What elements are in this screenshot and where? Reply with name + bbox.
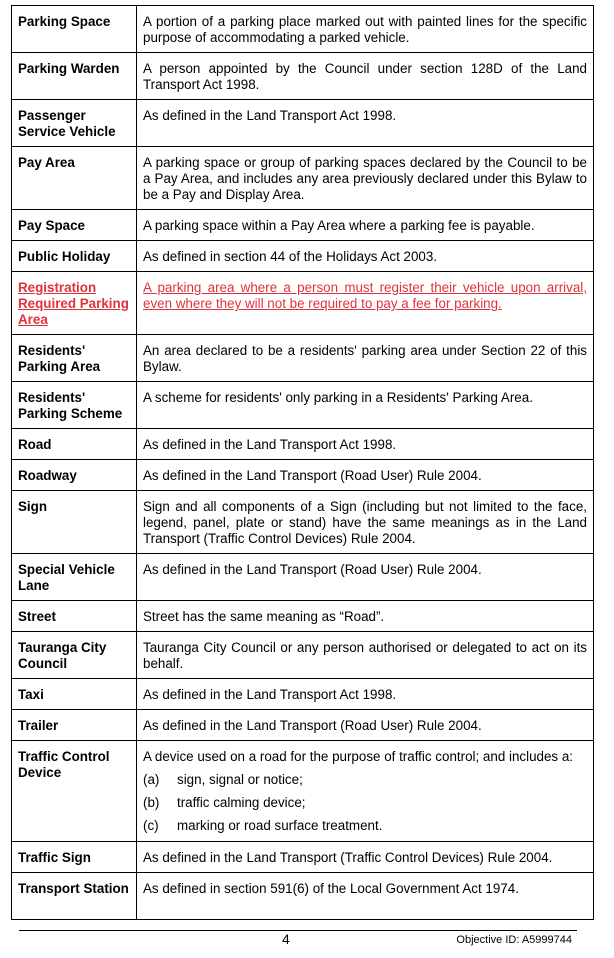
list-marker: (b) — [143, 795, 160, 810]
table-row — [12, 382, 594, 429]
term-cell: Parking Warden — [12, 53, 137, 100]
definition-cell: As defined in the Land Transport (Road User) Rule 2004. — [137, 460, 594, 491]
definitions-table — [11, 5, 594, 920]
table-row — [12, 632, 594, 679]
definition-cell: As defined in the Land Transport Act 1998. — [137, 100, 594, 147]
term-cell: Special Vehicle Lane — [12, 554, 137, 601]
term-cell: Pay Space — [12, 210, 137, 241]
term-cell — [12, 272, 137, 335]
definition-cell — [137, 741, 594, 842]
term-cell: Trailer — [12, 710, 137, 741]
term-cell: Taxi — [12, 679, 137, 710]
list-item — [143, 795, 587, 811]
table-row — [12, 601, 594, 632]
definition-cell: Tauranga City Council or any person authorised or delegated to act on its behalf. — [137, 632, 594, 679]
table-row — [12, 741, 594, 842]
table-row — [12, 147, 594, 210]
term-cell: Passenger Service Vehicle — [12, 100, 137, 147]
table-row — [12, 6, 594, 53]
list-marker: (c) — [143, 818, 159, 833]
term-cell: Road — [12, 429, 137, 460]
term-cell: Sign — [12, 491, 137, 554]
table-row — [12, 241, 594, 272]
term-cell: Public Holiday — [12, 241, 137, 272]
table-row — [12, 460, 594, 491]
definition-cell: Sign and all components of a Sign (including but not limited to the face, legend, panel, plate or stand) have the same meanings as in the Land Transport (Traffic Control Devices) Rule 2004. — [137, 491, 594, 554]
definition-cell: As defined in section 44 of the Holidays Act 2003. — [137, 241, 594, 272]
definition-cell: As defined in section 591(6) of the Local Government Act 1974. — [137, 873, 594, 920]
definition-cell: A parking space within a Pay Area where a parking fee is payable. — [137, 210, 594, 241]
inserted-term: Registration Required Parking Area — [18, 280, 129, 327]
definition-cell: As defined in the Land Transport Act 1998. — [137, 679, 594, 710]
definition-cell: As defined in the Land Transport (Traffic Control Devices) Rule 2004. — [137, 842, 594, 873]
sub-item-list — [143, 772, 587, 834]
term-cell: Traffic Control Device — [12, 741, 137, 842]
table-row — [12, 710, 594, 741]
term-cell: Transport Station — [12, 873, 137, 920]
term-cell: Traffic Sign — [12, 842, 137, 873]
term-cell: Parking Space — [12, 6, 137, 53]
page-number: 4 — [282, 931, 290, 947]
table-row — [12, 842, 594, 873]
definition-text: A device used on a road for the purpose of traffic control; and includes a: — [143, 749, 574, 764]
term-cell: Pay Area — [12, 147, 137, 210]
list-text: sign, signal or notice; — [177, 772, 303, 787]
term-cell: Roadway — [12, 460, 137, 491]
definition-cell: Street has the same meaning as “Road”. — [137, 601, 594, 632]
term-cell: Residents' Parking Scheme — [12, 382, 137, 429]
table-row — [12, 100, 594, 147]
footer-divider — [19, 930, 577, 931]
table-row — [12, 53, 594, 100]
term-cell: Street — [12, 601, 137, 632]
definition-cell: A parking space or group of parking spaces declared by the Council to be a Pay Area, and includes any area previously declared under this Bylaw to be a Pay and Display Area. — [137, 147, 594, 210]
definition-cell: An area declared to be a residents' parking area under Section 22 of this Bylaw. — [137, 335, 594, 382]
definition-cell: A portion of a parking place marked out with painted lines for the specific purpose of accommodating a parked vehicle. — [137, 6, 594, 53]
table-row — [12, 873, 594, 920]
list-marker: (a) — [143, 772, 160, 787]
list-text: marking or road surface treatment. — [177, 818, 383, 833]
table-row-inserted — [12, 272, 594, 335]
table-row — [12, 210, 594, 241]
list-item — [143, 818, 587, 834]
objective-id: Objective ID: A5999744 — [456, 934, 572, 946]
definition-cell: As defined in the Land Transport (Road User) Rule 2004. — [137, 554, 594, 601]
definition-cell: As defined in the Land Transport (Road User) Rule 2004. — [137, 710, 594, 741]
table-row — [12, 335, 594, 382]
table-row — [12, 554, 594, 601]
definition-cell: As defined in the Land Transport Act 1998. — [137, 429, 594, 460]
term-cell: Residents' Parking Area — [12, 335, 137, 382]
definition-cell: A scheme for residents' only parking in a Residents' Parking Area. — [137, 382, 594, 429]
term-cell: Tauranga City Council — [12, 632, 137, 679]
definition-cell — [137, 272, 594, 335]
table-row — [12, 679, 594, 710]
table-row — [12, 429, 594, 460]
list-text: traffic calming device; — [177, 795, 306, 810]
table-row — [12, 491, 594, 554]
definition-cell: A person appointed by the Council under section 128D of the Land Transport Act 1998. — [137, 53, 594, 100]
inserted-definition: A parking area where a person must register their vehicle upon arrival, even where they will not be required to pay a fee for parking. — [143, 280, 587, 311]
list-item — [143, 772, 587, 788]
